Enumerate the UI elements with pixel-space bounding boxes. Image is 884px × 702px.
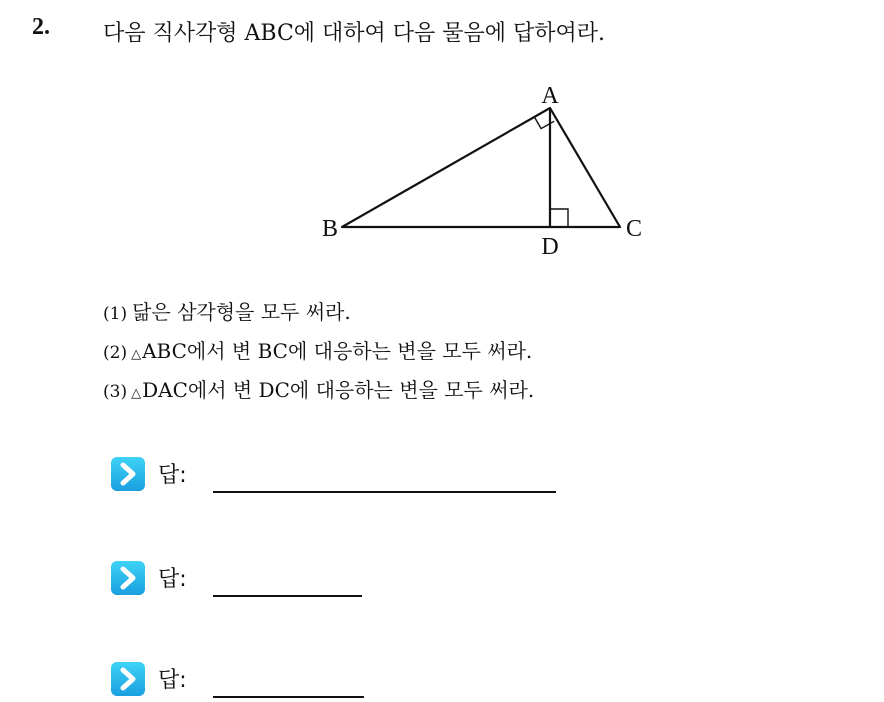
question-list xyxy=(103,302,534,419)
triangle-figure xyxy=(300,75,660,265)
question-1 xyxy=(103,302,534,341)
question-number: (1) xyxy=(103,304,128,324)
problem-text: 다음 직사각형 ABC에 대하여 다음 물음에 답하여라. xyxy=(103,21,606,46)
answer-row-2 xyxy=(110,560,610,600)
answer-label: 답: xyxy=(158,567,187,592)
vertex-label-a: A xyxy=(541,83,559,109)
chevron-right-icon xyxy=(110,456,146,492)
answer-blank-3[interactable] xyxy=(213,696,364,698)
vertex-label-c: C xyxy=(625,216,643,242)
question-text: 닮은 삼각형을 모두 써라. xyxy=(132,300,351,324)
chevron-right-icon xyxy=(110,661,146,697)
answer-label: 답: xyxy=(158,463,187,488)
answer-blank-2[interactable] xyxy=(213,595,362,597)
question-2 xyxy=(103,341,534,380)
triangle-abc xyxy=(342,108,620,227)
right-angle-mark-d xyxy=(550,209,568,227)
triangle-symbol: △ xyxy=(131,347,142,362)
right-angle-mark-a xyxy=(534,117,554,129)
vertex-label-b: B xyxy=(321,216,339,242)
problem-number: 2. xyxy=(32,14,50,40)
question-3 xyxy=(103,380,534,419)
question-text: ABC에서 변 BC에 대응하는 변을 모두 써라. xyxy=(142,339,533,363)
answer-row-1 xyxy=(110,456,610,496)
question-text: DAC에서 변 DC에 대응하는 변을 모두 써라. xyxy=(142,378,535,402)
answer-row-3 xyxy=(110,661,610,701)
answer-label: 답: xyxy=(158,668,187,693)
question-number: (2) xyxy=(103,343,128,363)
vertex-label-d: D xyxy=(541,234,559,260)
chevron-right-icon xyxy=(110,560,146,596)
triangle-symbol: △ xyxy=(131,386,142,401)
answer-blank-1[interactable] xyxy=(213,491,556,493)
question-number: (3) xyxy=(103,382,128,402)
